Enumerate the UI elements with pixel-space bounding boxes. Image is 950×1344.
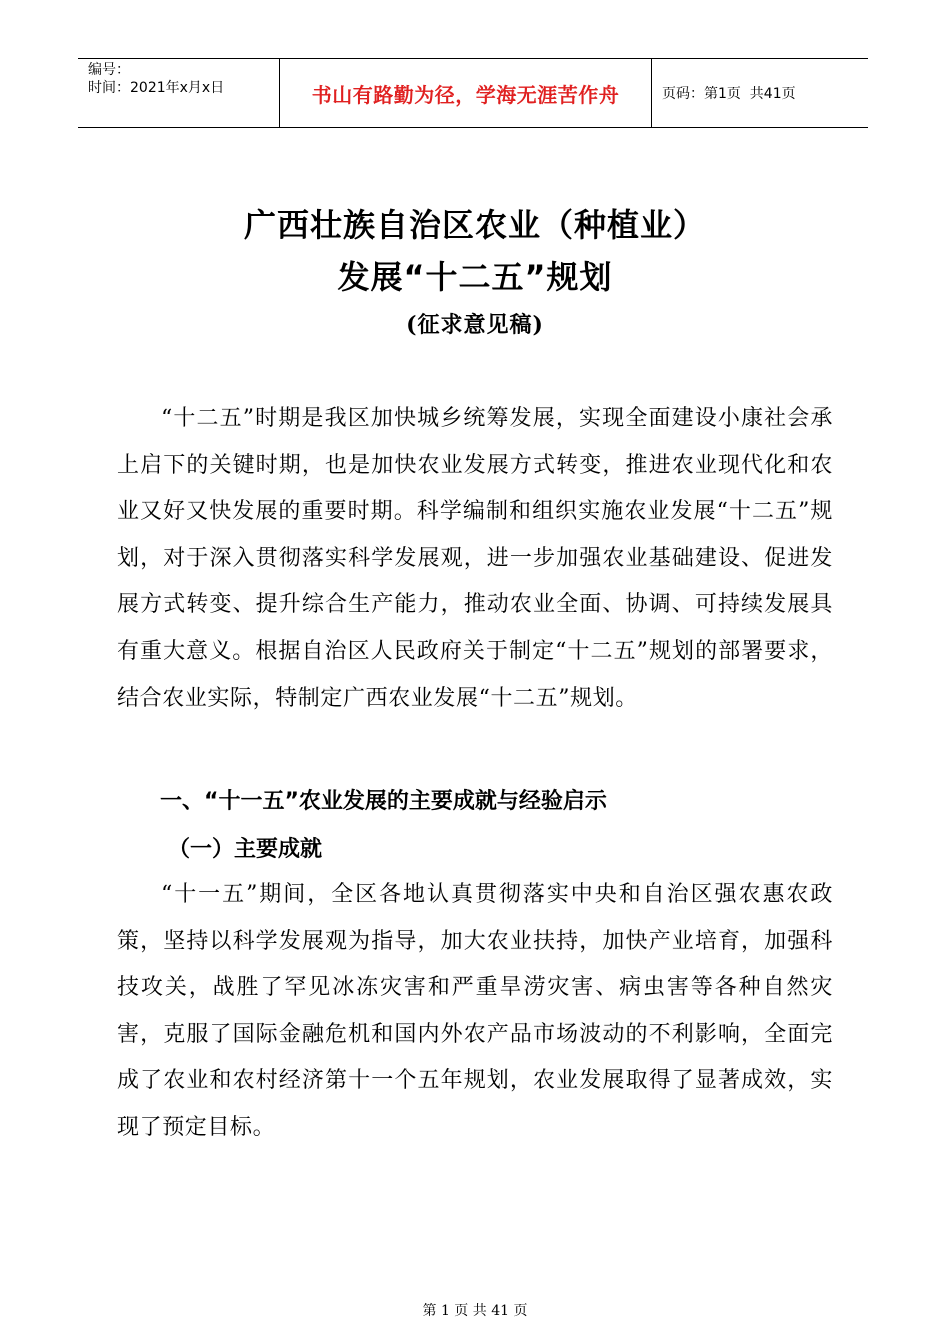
page-footer: 第 1 页 共 41 页 (422, 1303, 528, 1319)
header-meta (78, 59, 280, 127)
document-time-label: 时间：2021年x月x日 (88, 80, 225, 96)
document-title-line2: 发展“十二五”规划 (337, 258, 613, 296)
header-page-info (652, 59, 868, 127)
header-motto: 书山有路勤为径，学海无涯苦作舟 (280, 59, 652, 127)
document-header (78, 58, 868, 128)
document-number-label: 编号： (88, 62, 130, 78)
subsection-heading: （一）主要成就 (168, 837, 323, 862)
document-subtitle: (征求意见稿) (406, 312, 544, 338)
achievements-paragraph: “十一五”期间，全区各地认真贯彻落实中央和自治区强农惠农政策，坚持以科学发展观为指导，加大农业扶持，加快产业培育，加强科技攻关，战胜了罕见冰冻灾害和严重旱涝灾害、病虫害等各种自然灾害，克服了国际金融危机和国内外农产品市场波动的不利影响，全面完成了农业和农村经济第十一个五年规划，农业发展取得了显著成效，实现了预定目标。 (117, 882, 833, 1140)
intro-paragraph: “十二五”时期是我区加快城乡统筹发展，实现全面建设小康社会承上启下的关键时期，也是加快农业发展方式转变，推进农业现代化和农业又好又快发展的重要时期。科学编制和组织实施农业发展“十二五”规划，对于深入贯彻落实科学发展观，进一步加强农业基础建设、促进发展方式转变、提升综合生产能力，推动农业全面、协调、可持续发展具有重大意义。根据自治区人民政府关于制定“十二五”规划的部署要求，结合农业实际，特制定广西农业发展“十二五”规划。 (117, 406, 833, 711)
header-page-text: 页码：第1页 共41页 (662, 86, 796, 102)
section-heading: 一、“十一五”农业发展的主要成就与经验启示 (160, 789, 607, 814)
document-title-line1: 广西壮族自治区农业（种植业） (243, 206, 706, 244)
